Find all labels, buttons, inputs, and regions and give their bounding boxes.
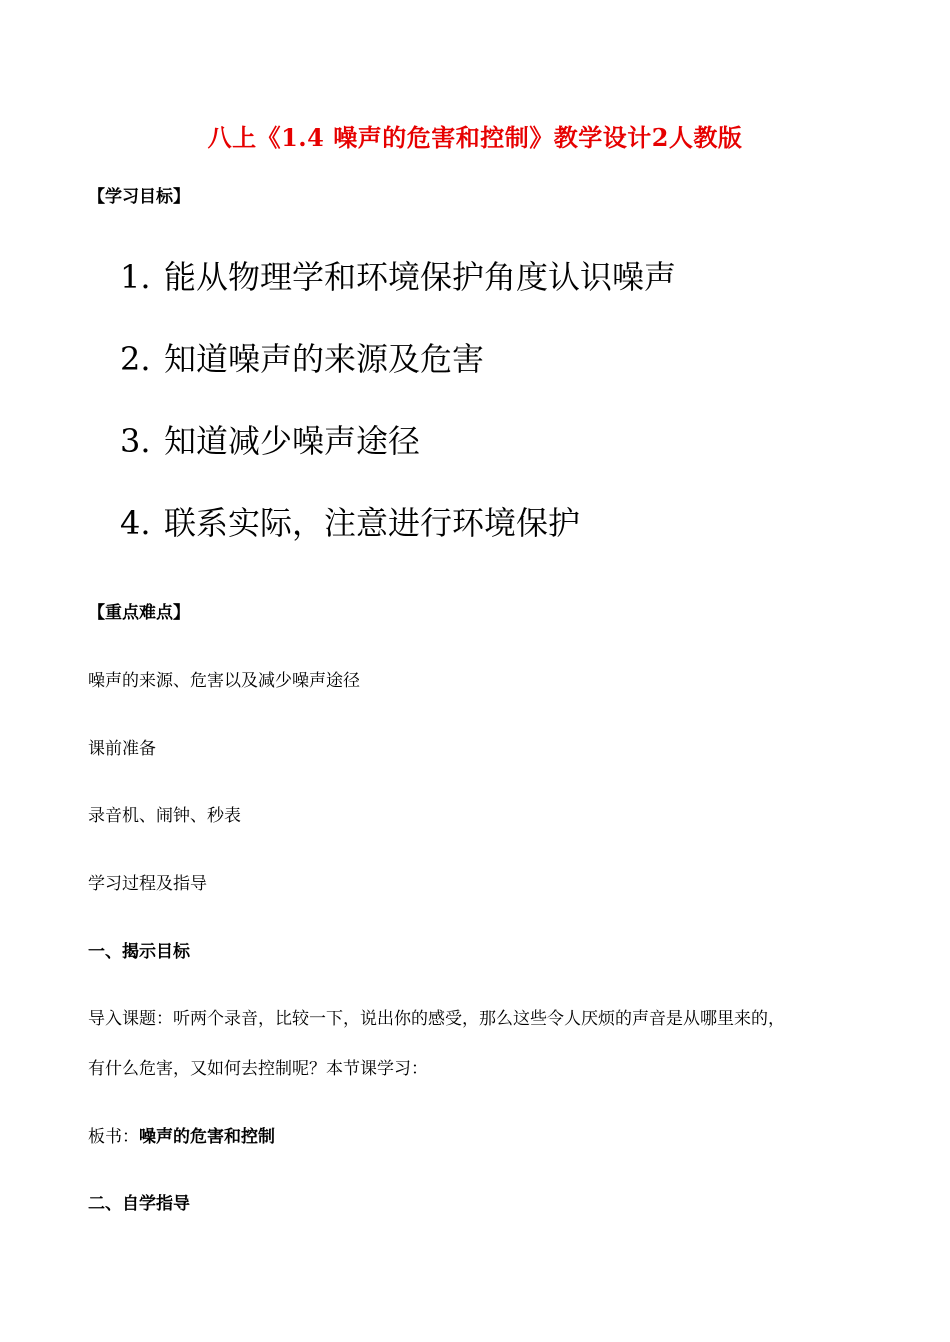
board-label: 板书： [88,1127,139,1147]
goal-item [120,334,484,380]
board-note [88,1122,275,1147]
goal-number: 3. [120,422,151,460]
goal-text: 知道噪声的来源及危害 [164,340,485,378]
process-heading: 学习过程及指导 [88,874,207,894]
key-points-text: 噪声的来源、危害以及减少噪声途径 [88,671,360,691]
document-title: 八上《1.4 噪声的危害和控制》教学设计2人教版 [207,123,743,152]
goal-number: 4. [120,504,151,542]
board-text: 噪声的危害和控制 [139,1127,275,1147]
goal-text: 知道减少噪声途径 [164,422,421,460]
prep-items: 录音机、闹钟、秒表 [88,806,241,826]
part-one-heading: 一、揭示目标 [88,942,190,962]
part-two-heading: 二、自学指导 [88,1194,190,1214]
goal-number: 2. [120,340,151,378]
goal-text: 联系实际，注意进行环境保护 [164,504,581,542]
intro-paragraph-line: 有什么危害，又如何去控制呢？本节课学习： [88,1059,428,1079]
intro-paragraph-line: 导入课题：听两个录音，比较一下，说出你的感受，那么这些令人厌烦的声音是从哪里来的， [88,1009,785,1029]
prep-heading: 课前准备 [88,739,156,759]
goal-text: 能从物理学和环境保护角度认识噪声 [164,258,677,296]
goal-number: 1. [120,258,151,296]
goal-item [120,416,420,462]
section-heading-key-points: 【重点难点】 [88,603,190,623]
goal-item [120,498,580,544]
section-heading-goals: 【学习目标】 [88,187,190,207]
goal-item [120,252,676,298]
